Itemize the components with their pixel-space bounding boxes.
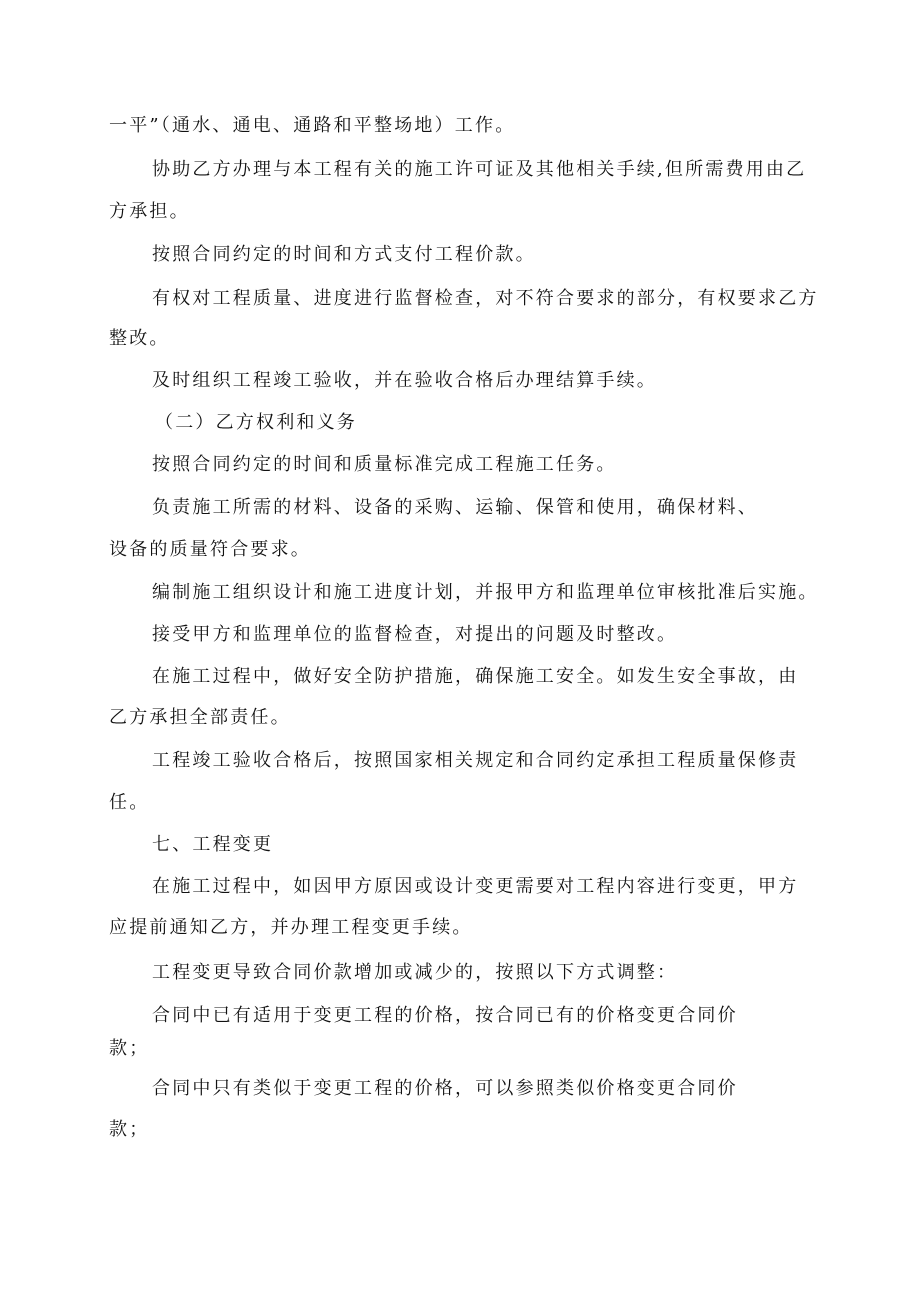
text-line: 应提前通知乙方，并办理工程变更手续。 <box>109 917 473 938</box>
text-line: 工程变更导致合同价款增加或减少的，按照以下方式调整： <box>152 962 678 983</box>
text-line: 款； <box>109 1038 150 1059</box>
text-line: 有权对工程质量、进度进行监督检查，对不符合要求的部分，有权要求乙方 <box>152 288 819 309</box>
text-line: 负责施工所需的材料、设备的采购、运输、保管和使用，确保材料、 <box>152 497 758 518</box>
text-line: 任。 <box>109 792 150 813</box>
text-line: 按照合同约定的时间和质量标准完成工程施工任务。 <box>152 454 617 475</box>
text-line: 整改。 <box>109 328 170 349</box>
text-line: 及时组织工程竣工验收，并在验收合格后办理结算手续。 <box>152 370 657 391</box>
text-line: 编制施工组织设计和施工进度计划，并报甲方和监理单位审核批准后实施。 <box>152 582 819 603</box>
text-line: 乙方承担全部责任。 <box>109 707 291 728</box>
text-line: 在施工过程中，如因甲方原因或设计变更需要对工程内容进行变更，甲方 <box>152 876 799 897</box>
text-line: 合同中只有类似于变更工程的价格，可以参照类似价格变更合同价 <box>152 1078 738 1099</box>
text-line: 方承担。 <box>109 201 190 222</box>
text-line: 在施工过程中，做好安全防护措施，确保施工安全。如发生安全事故，由 <box>152 666 799 687</box>
text-line: 款； <box>109 1119 150 1140</box>
section-heading: 七、工程变更 <box>152 834 274 855</box>
text-line: 协助乙方办理与本工程有关的施工许可证及其他相关手续,但所需费用由乙 <box>152 159 807 180</box>
text-line: 工程竣工验收合格后，按照国家相关规定和合同约定承担工程质量保修责 <box>152 750 799 771</box>
text-line: 一平”（通水、通电、通路和平整场地）工作。 <box>109 115 516 136</box>
section-heading: （二）乙方权利和义务 <box>155 412 357 433</box>
text-line: 设备的质量符合要求。 <box>109 539 311 560</box>
text-line: 按照合同约定的时间和方式支付工程价款。 <box>152 244 536 265</box>
text-line: 合同中已有适用于变更工程的价格，按合同已有的价格变更合同价 <box>152 1005 738 1026</box>
text-line: 接受甲方和监理单位的监督检查，对提出的问题及时整改。 <box>152 624 678 645</box>
